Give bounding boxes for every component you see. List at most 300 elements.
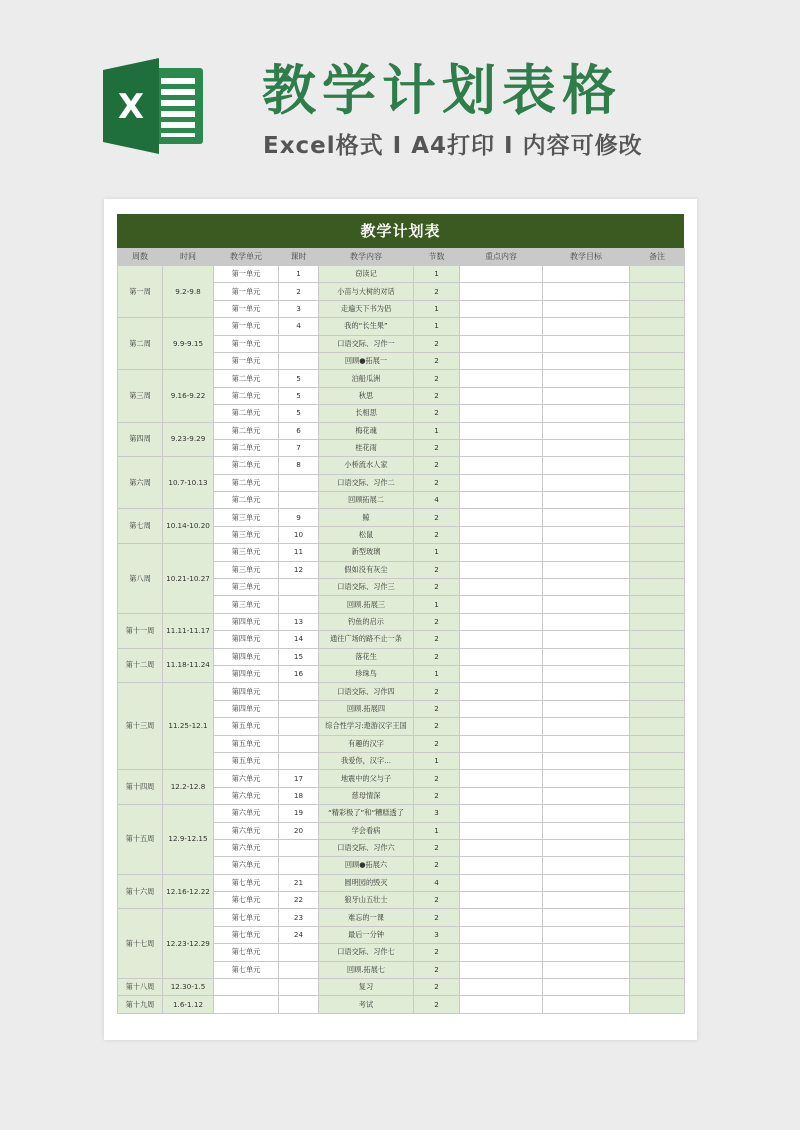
time-cell[interactable]: 11.25-12.1 (163, 683, 214, 770)
goal-cell[interactable] (543, 735, 630, 752)
unit-cell[interactable]: 第五单元 (214, 718, 279, 735)
week-cell[interactable]: 第十七周 (118, 909, 163, 979)
key-points-cell[interactable] (460, 770, 543, 787)
key-points-cell[interactable] (460, 457, 543, 474)
goal-cell[interactable] (543, 926, 630, 943)
lesson-cell[interactable]: 10 (279, 526, 319, 543)
goal-cell[interactable] (543, 318, 630, 335)
key-points-cell[interactable] (460, 822, 543, 839)
week-cell[interactable]: 第十八周 (118, 979, 163, 996)
remarks-cell[interactable] (630, 944, 685, 961)
key-points-cell[interactable] (460, 544, 543, 561)
unit-cell[interactable]: 第六单元 (214, 770, 279, 787)
lesson-cell[interactable] (279, 579, 319, 596)
key-points-cell[interactable] (460, 926, 543, 943)
remarks-cell[interactable] (630, 718, 685, 735)
content-cell[interactable]: 口语交际、习作二 (319, 474, 414, 491)
lesson-cell[interactable]: 13 (279, 613, 319, 630)
lesson-cell[interactable]: 1 (279, 266, 319, 283)
remarks-cell[interactable] (630, 996, 685, 1013)
content-cell[interactable]: 新型玻璃 (319, 544, 414, 561)
lesson-cell[interactable]: 23 (279, 909, 319, 926)
lesson-cell[interactable]: 5 (279, 387, 319, 404)
lesson-cell[interactable] (279, 718, 319, 735)
goal-cell[interactable] (543, 509, 630, 526)
remarks-cell[interactable] (630, 370, 685, 387)
content-cell[interactable]: 回顾.拓展四 (319, 700, 414, 717)
content-cell[interactable]: 桂花雨 (319, 439, 414, 456)
count-cell[interactable]: 1 (414, 266, 460, 283)
lesson-cell[interactable]: 3 (279, 300, 319, 317)
key-points-cell[interactable] (460, 665, 543, 682)
goal-cell[interactable] (543, 996, 630, 1013)
unit-cell[interactable]: 第二单元 (214, 422, 279, 439)
key-points-cell[interactable] (460, 300, 543, 317)
key-points-cell[interactable] (460, 979, 543, 996)
count-cell[interactable]: 2 (414, 283, 460, 300)
remarks-cell[interactable] (630, 352, 685, 369)
unit-cell[interactable]: 第二单元 (214, 474, 279, 491)
remarks-cell[interactable] (630, 405, 685, 422)
count-cell[interactable]: 2 (414, 509, 460, 526)
unit-cell[interactable]: 第四单元 (214, 631, 279, 648)
lesson-cell[interactable] (279, 735, 319, 752)
key-points-cell[interactable] (460, 561, 543, 578)
key-points-cell[interactable] (460, 631, 543, 648)
content-cell[interactable]: 回顾.拓展三 (319, 596, 414, 613)
remarks-cell[interactable] (630, 735, 685, 752)
content-cell[interactable]: 回顾拓展二 (319, 492, 414, 509)
goal-cell[interactable] (543, 874, 630, 891)
content-cell[interactable]: 圆明园的毁灭 (319, 874, 414, 891)
count-cell[interactable]: 2 (414, 839, 460, 856)
key-points-cell[interactable] (460, 909, 543, 926)
count-cell[interactable]: 1 (414, 596, 460, 613)
count-cell[interactable]: 2 (414, 474, 460, 491)
unit-cell[interactable]: 第三单元 (214, 509, 279, 526)
week-cell[interactable]: 第十三周 (118, 683, 163, 770)
content-cell[interactable]: 小桥流水人家 (319, 457, 414, 474)
time-cell[interactable]: 9.2-9.8 (163, 266, 214, 318)
unit-cell[interactable]: 第六单元 (214, 857, 279, 874)
lesson-cell[interactable] (279, 352, 319, 369)
remarks-cell[interactable] (630, 474, 685, 491)
key-points-cell[interactable] (460, 874, 543, 891)
content-cell[interactable]: 复习 (319, 979, 414, 996)
remarks-cell[interactable] (630, 752, 685, 769)
remarks-cell[interactable] (630, 822, 685, 839)
remarks-cell[interactable] (630, 648, 685, 665)
content-cell[interactable]: 我的“长生果” (319, 318, 414, 335)
count-cell[interactable]: 1 (414, 822, 460, 839)
count-cell[interactable]: 2 (414, 683, 460, 700)
remarks-cell[interactable] (630, 665, 685, 682)
remarks-cell[interactable] (630, 596, 685, 613)
content-cell[interactable]: 梅花魂 (319, 422, 414, 439)
count-cell[interactable]: 2 (414, 631, 460, 648)
count-cell[interactable]: 1 (414, 665, 460, 682)
content-cell[interactable]: 有趣的汉字 (319, 735, 414, 752)
key-points-cell[interactable] (460, 509, 543, 526)
lesson-cell[interactable]: 5 (279, 405, 319, 422)
goal-cell[interactable] (543, 579, 630, 596)
count-cell[interactable]: 2 (414, 770, 460, 787)
remarks-cell[interactable] (630, 439, 685, 456)
unit-cell[interactable]: 第三单元 (214, 544, 279, 561)
remarks-cell[interactable] (630, 283, 685, 300)
remarks-cell[interactable] (630, 457, 685, 474)
goal-cell[interactable] (543, 526, 630, 543)
unit-cell[interactable]: 第二单元 (214, 492, 279, 509)
content-cell[interactable]: 口语交际、习作三 (319, 579, 414, 596)
unit-cell[interactable]: 第一单元 (214, 335, 279, 352)
unit-cell[interactable]: 第一单元 (214, 318, 279, 335)
content-cell[interactable]: 回顾●拓展一 (319, 352, 414, 369)
key-points-cell[interactable] (460, 683, 543, 700)
week-cell[interactable]: 第十一周 (118, 613, 163, 648)
count-cell[interactable]: 2 (414, 857, 460, 874)
goal-cell[interactable] (543, 283, 630, 300)
goal-cell[interactable] (543, 909, 630, 926)
goal-cell[interactable] (543, 596, 630, 613)
key-points-cell[interactable] (460, 613, 543, 630)
goal-cell[interactable] (543, 665, 630, 682)
remarks-cell[interactable] (630, 700, 685, 717)
goal-cell[interactable] (543, 648, 630, 665)
time-cell[interactable]: 10.7-10.13 (163, 457, 214, 509)
unit-cell[interactable]: 第三单元 (214, 579, 279, 596)
lesson-cell[interactable] (279, 961, 319, 978)
unit-cell[interactable]: 第二单元 (214, 370, 279, 387)
content-cell[interactable]: 松鼠 (319, 526, 414, 543)
count-cell[interactable]: 2 (414, 370, 460, 387)
key-points-cell[interactable] (460, 422, 543, 439)
lesson-cell[interactable]: 19 (279, 805, 319, 822)
remarks-cell[interactable] (630, 492, 685, 509)
key-points-cell[interactable] (460, 752, 543, 769)
key-points-cell[interactable] (460, 892, 543, 909)
remarks-cell[interactable] (630, 561, 685, 578)
week-cell[interactable]: 第十二周 (118, 648, 163, 683)
content-cell[interactable]: 难忘的一课 (319, 909, 414, 926)
lesson-cell[interactable] (279, 944, 319, 961)
goal-cell[interactable] (543, 961, 630, 978)
remarks-cell[interactable] (630, 526, 685, 543)
week-cell[interactable]: 第八周 (118, 544, 163, 614)
goal-cell[interactable] (543, 857, 630, 874)
week-cell[interactable]: 第十九周 (118, 996, 163, 1013)
goal-cell[interactable] (543, 422, 630, 439)
goal-cell[interactable] (543, 839, 630, 856)
key-points-cell[interactable] (460, 735, 543, 752)
time-cell[interactable]: 9.23-9.29 (163, 422, 214, 457)
content-cell[interactable]: 落花生 (319, 648, 414, 665)
time-cell[interactable]: 12.2-12.8 (163, 770, 214, 805)
count-cell[interactable]: 3 (414, 805, 460, 822)
goal-cell[interactable] (543, 700, 630, 717)
key-points-cell[interactable] (460, 492, 543, 509)
goal-cell[interactable] (543, 335, 630, 352)
remarks-cell[interactable] (630, 979, 685, 996)
goal-cell[interactable] (543, 683, 630, 700)
goal-cell[interactable] (543, 770, 630, 787)
unit-cell[interactable]: 第六单元 (214, 839, 279, 856)
content-cell[interactable]: 钓鱼的启示 (319, 613, 414, 630)
goal-cell[interactable] (543, 752, 630, 769)
goal-cell[interactable] (543, 439, 630, 456)
remarks-cell[interactable] (630, 874, 685, 891)
unit-cell[interactable]: 第七单元 (214, 944, 279, 961)
goal-cell[interactable] (543, 805, 630, 822)
key-points-cell[interactable] (460, 439, 543, 456)
key-points-cell[interactable] (460, 839, 543, 856)
lesson-cell[interactable]: 9 (279, 509, 319, 526)
content-cell[interactable]: 通往广场的路不止一条 (319, 631, 414, 648)
count-cell[interactable]: 2 (414, 561, 460, 578)
unit-cell[interactable]: 第四单元 (214, 700, 279, 717)
content-cell[interactable]: 口语交际、习作一 (319, 335, 414, 352)
remarks-cell[interactable] (630, 613, 685, 630)
lesson-cell[interactable] (279, 979, 319, 996)
lesson-cell[interactable]: 16 (279, 665, 319, 682)
count-cell[interactable]: 1 (414, 752, 460, 769)
unit-cell[interactable]: 第七单元 (214, 874, 279, 891)
count-cell[interactable]: 3 (414, 926, 460, 943)
week-cell[interactable]: 第六周 (118, 457, 163, 509)
lesson-cell[interactable] (279, 683, 319, 700)
count-cell[interactable]: 2 (414, 352, 460, 369)
count-cell[interactable]: 2 (414, 718, 460, 735)
remarks-cell[interactable] (630, 579, 685, 596)
goal-cell[interactable] (543, 787, 630, 804)
remarks-cell[interactable] (630, 387, 685, 404)
time-cell[interactable]: 12.23-12.29 (163, 909, 214, 979)
time-cell[interactable]: 11.18-11.24 (163, 648, 214, 683)
key-points-cell[interactable] (460, 648, 543, 665)
count-cell[interactable]: 4 (414, 874, 460, 891)
content-cell[interactable]: 地震中的父与子 (319, 770, 414, 787)
lesson-cell[interactable] (279, 492, 319, 509)
unit-cell[interactable]: 第四单元 (214, 613, 279, 630)
unit-cell[interactable]: 第七单元 (214, 909, 279, 926)
goal-cell[interactable] (543, 892, 630, 909)
unit-cell[interactable]: 第二单元 (214, 439, 279, 456)
lesson-cell[interactable] (279, 700, 319, 717)
lesson-cell[interactable]: 2 (279, 283, 319, 300)
unit-cell[interactable]: 第三单元 (214, 526, 279, 543)
unit-cell[interactable]: 第一单元 (214, 283, 279, 300)
key-points-cell[interactable] (460, 335, 543, 352)
content-cell[interactable]: 口语交际、习作四 (319, 683, 414, 700)
time-cell[interactable]: 12.9-12.15 (163, 805, 214, 875)
content-cell[interactable]: 回顾.拓展七 (319, 961, 414, 978)
key-points-cell[interactable] (460, 787, 543, 804)
lesson-cell[interactable] (279, 335, 319, 352)
count-cell[interactable]: 1 (414, 300, 460, 317)
remarks-cell[interactable] (630, 961, 685, 978)
key-points-cell[interactable] (460, 944, 543, 961)
lesson-cell[interactable]: 5 (279, 370, 319, 387)
count-cell[interactable]: 1 (414, 318, 460, 335)
count-cell[interactable]: 2 (414, 526, 460, 543)
content-cell[interactable]: 我爱你，汉字... (319, 752, 414, 769)
week-cell[interactable]: 第七周 (118, 509, 163, 544)
count-cell[interactable]: 2 (414, 892, 460, 909)
content-cell[interactable]: 学会看病 (319, 822, 414, 839)
remarks-cell[interactable] (630, 318, 685, 335)
remarks-cell[interactable] (630, 335, 685, 352)
key-points-cell[interactable] (460, 718, 543, 735)
remarks-cell[interactable] (630, 770, 685, 787)
remarks-cell[interactable] (630, 926, 685, 943)
goal-cell[interactable] (543, 457, 630, 474)
unit-cell[interactable]: 第五单元 (214, 735, 279, 752)
goal-cell[interactable] (543, 718, 630, 735)
remarks-cell[interactable] (630, 300, 685, 317)
content-cell[interactable]: 珍珠鸟 (319, 665, 414, 682)
goal-cell[interactable] (543, 561, 630, 578)
remarks-cell[interactable] (630, 683, 685, 700)
unit-cell[interactable]: 第一单元 (214, 266, 279, 283)
time-cell[interactable]: 9.9-9.15 (163, 318, 214, 370)
lesson-cell[interactable]: 7 (279, 439, 319, 456)
remarks-cell[interactable] (630, 892, 685, 909)
week-cell[interactable]: 第一周 (118, 266, 163, 318)
unit-cell[interactable] (214, 979, 279, 996)
goal-cell[interactable] (543, 944, 630, 961)
key-points-cell[interactable] (460, 805, 543, 822)
goal-cell[interactable] (543, 352, 630, 369)
lesson-cell[interactable]: 4 (279, 318, 319, 335)
goal-cell[interactable] (543, 266, 630, 283)
goal-cell[interactable] (543, 387, 630, 404)
count-cell[interactable]: 2 (414, 405, 460, 422)
goal-cell[interactable] (543, 300, 630, 317)
lesson-cell[interactable]: 12 (279, 561, 319, 578)
key-points-cell[interactable] (460, 961, 543, 978)
content-cell[interactable]: 秋思 (319, 387, 414, 404)
time-cell[interactable]: 11.11-11.17 (163, 613, 214, 648)
key-points-cell[interactable] (460, 370, 543, 387)
unit-cell[interactable]: 第四单元 (214, 665, 279, 682)
key-points-cell[interactable] (460, 700, 543, 717)
content-cell[interactable]: 综合性学习:遨游汉字王国 (319, 718, 414, 735)
key-points-cell[interactable] (460, 579, 543, 596)
count-cell[interactable]: 2 (414, 700, 460, 717)
unit-cell[interactable]: 第三单元 (214, 561, 279, 578)
key-points-cell[interactable] (460, 283, 543, 300)
key-points-cell[interactable] (460, 526, 543, 543)
count-cell[interactable]: 2 (414, 457, 460, 474)
unit-cell[interactable]: 第六单元 (214, 822, 279, 839)
remarks-cell[interactable] (630, 631, 685, 648)
week-cell[interactable]: 第二周 (118, 318, 163, 370)
content-cell[interactable]: 长相思 (319, 405, 414, 422)
lesson-cell[interactable]: 8 (279, 457, 319, 474)
lesson-cell[interactable]: 18 (279, 787, 319, 804)
count-cell[interactable]: 2 (414, 961, 460, 978)
count-cell[interactable]: 2 (414, 979, 460, 996)
unit-cell[interactable]: 第七单元 (214, 926, 279, 943)
lesson-cell[interactable]: 22 (279, 892, 319, 909)
content-cell[interactable]: 泊船瓜洲 (319, 370, 414, 387)
week-cell[interactable]: 第三周 (118, 370, 163, 422)
unit-cell[interactable]: 第二单元 (214, 405, 279, 422)
count-cell[interactable]: 2 (414, 648, 460, 665)
lesson-cell[interactable]: 11 (279, 544, 319, 561)
key-points-cell[interactable] (460, 405, 543, 422)
lesson-cell[interactable] (279, 996, 319, 1013)
key-points-cell[interactable] (460, 996, 543, 1013)
time-cell[interactable]: 12.16-12.22 (163, 874, 214, 909)
count-cell[interactable]: 2 (414, 735, 460, 752)
content-cell[interactable]: 慈母情深 (319, 787, 414, 804)
count-cell[interactable]: 2 (414, 787, 460, 804)
remarks-cell[interactable] (630, 857, 685, 874)
lesson-cell[interactable]: 15 (279, 648, 319, 665)
goal-cell[interactable] (543, 613, 630, 630)
goal-cell[interactable] (543, 492, 630, 509)
count-cell[interactable]: 2 (414, 613, 460, 630)
content-cell[interactable]: 最后一分钟 (319, 926, 414, 943)
remarks-cell[interactable] (630, 787, 685, 804)
count-cell[interactable]: 2 (414, 387, 460, 404)
lesson-cell[interactable]: 17 (279, 770, 319, 787)
count-cell[interactable]: 2 (414, 579, 460, 596)
content-cell[interactable]: 回顾●拓展六 (319, 857, 414, 874)
lesson-cell[interactable] (279, 752, 319, 769)
lesson-cell[interactable]: 14 (279, 631, 319, 648)
count-cell[interactable]: 2 (414, 909, 460, 926)
unit-cell[interactable]: 第五单元 (214, 752, 279, 769)
goal-cell[interactable] (543, 544, 630, 561)
key-points-cell[interactable] (460, 266, 543, 283)
key-points-cell[interactable] (460, 318, 543, 335)
key-points-cell[interactable] (460, 857, 543, 874)
content-cell[interactable]: 狼牙山五壮士 (319, 892, 414, 909)
goal-cell[interactable] (543, 405, 630, 422)
time-cell[interactable]: 12.30-1.5 (163, 979, 214, 996)
time-cell[interactable]: 9.16-9.22 (163, 370, 214, 422)
remarks-cell[interactable] (630, 509, 685, 526)
key-points-cell[interactable] (460, 352, 543, 369)
remarks-cell[interactable] (630, 909, 685, 926)
remarks-cell[interactable] (630, 422, 685, 439)
unit-cell[interactable]: 第一单元 (214, 352, 279, 369)
remarks-cell[interactable] (630, 544, 685, 561)
goal-cell[interactable] (543, 631, 630, 648)
unit-cell[interactable]: 第七单元 (214, 961, 279, 978)
content-cell[interactable]: 口语交际、习作七 (319, 944, 414, 961)
remarks-cell[interactable] (630, 839, 685, 856)
count-cell[interactable]: 4 (414, 492, 460, 509)
count-cell[interactable]: 2 (414, 335, 460, 352)
content-cell[interactable]: 鲸 (319, 509, 414, 526)
unit-cell[interactable]: 第六单元 (214, 805, 279, 822)
lesson-cell[interactable] (279, 839, 319, 856)
goal-cell[interactable] (543, 474, 630, 491)
lesson-cell[interactable] (279, 857, 319, 874)
lesson-cell[interactable]: 20 (279, 822, 319, 839)
week-cell[interactable]: 第四周 (118, 422, 163, 457)
unit-cell[interactable]: 第二单元 (214, 457, 279, 474)
week-cell[interactable]: 第十四周 (118, 770, 163, 805)
content-cell[interactable]: 小苗与大树的对话 (319, 283, 414, 300)
unit-cell[interactable]: 第六单元 (214, 787, 279, 804)
lesson-cell[interactable] (279, 596, 319, 613)
count-cell[interactable]: 1 (414, 422, 460, 439)
count-cell[interactable]: 1 (414, 544, 460, 561)
